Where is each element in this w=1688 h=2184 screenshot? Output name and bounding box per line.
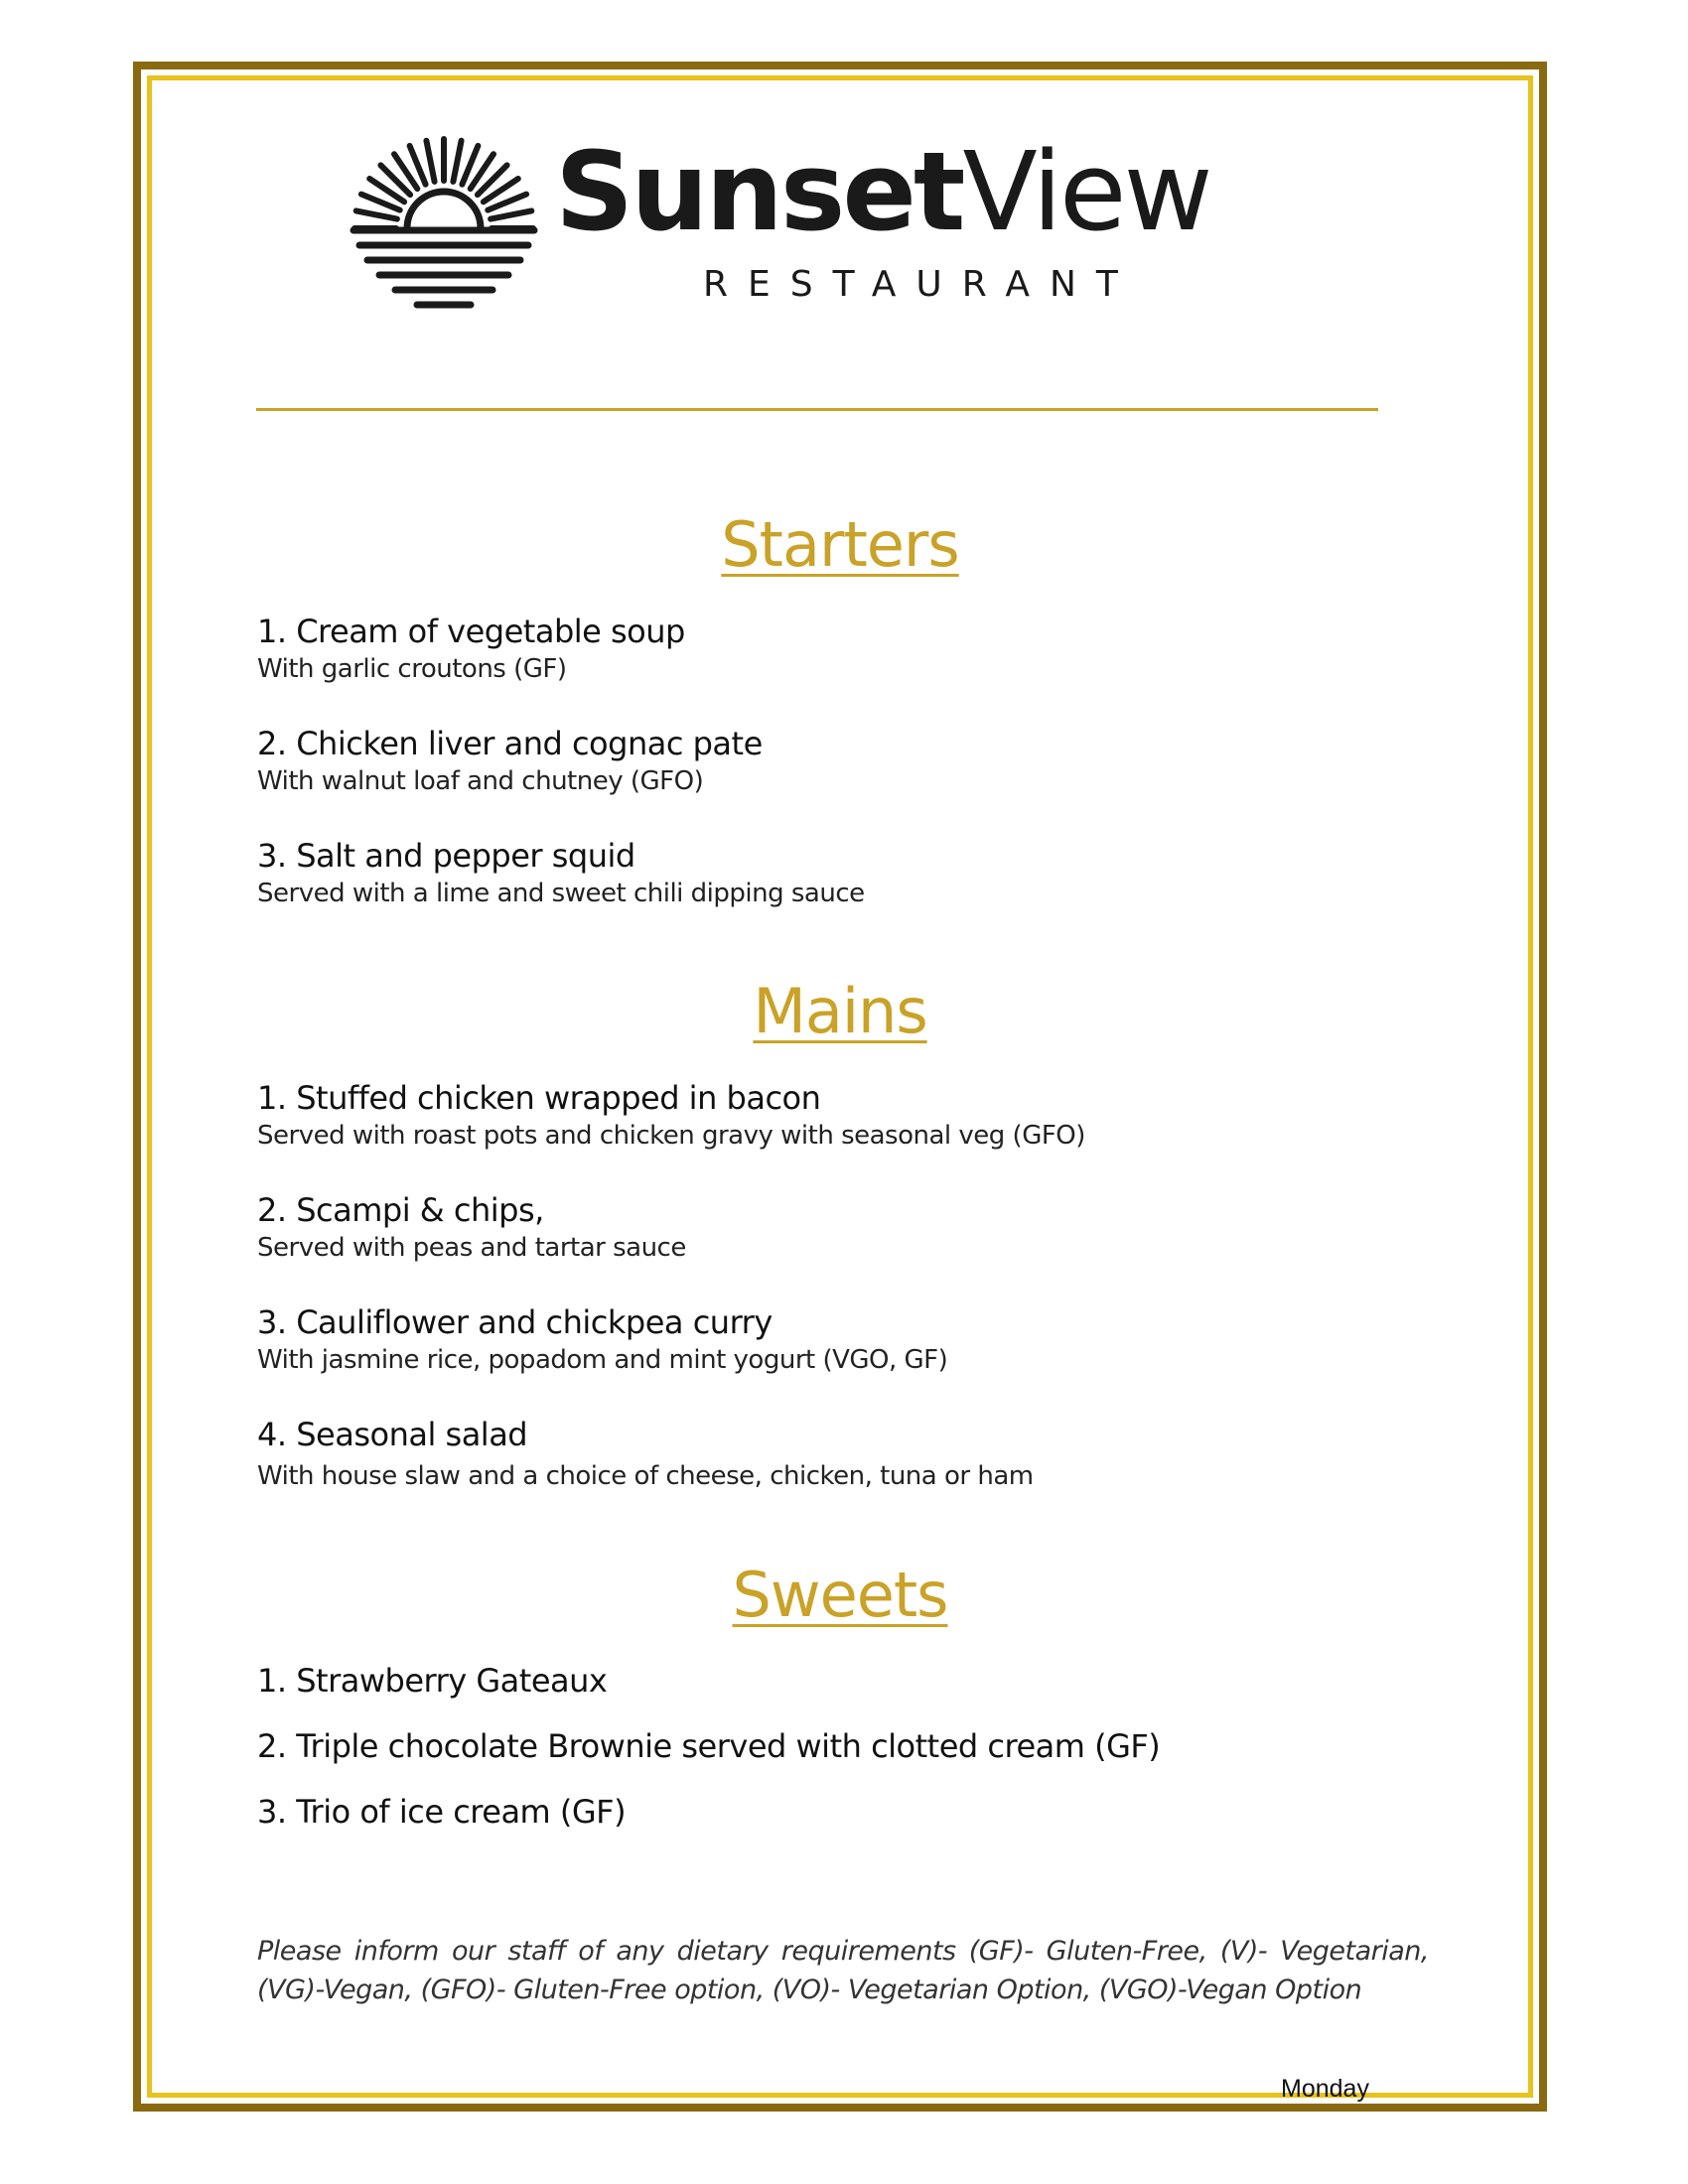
sun-ray xyxy=(426,141,434,182)
starter-item-desc: With garlic croutons (GF) xyxy=(257,654,567,684)
main-item-desc: With house slaw and a choice of cheese, chicken, tuna or ham xyxy=(257,1461,1034,1491)
main-item-title: 2. Scampi & chips, xyxy=(257,1191,544,1229)
section-title-mains xyxy=(133,975,1547,1047)
brand-subtitle: RESTAURANT xyxy=(703,264,1138,305)
main-item-desc: With jasmine rice, popadom and mint yogurt (VGO, GF) xyxy=(257,1345,948,1375)
day-label: Monday xyxy=(1281,2075,1369,2103)
brand-name xyxy=(555,128,1210,255)
brand-name-light: View xyxy=(962,128,1210,255)
section-title-sweets-text: Sweets xyxy=(732,1559,948,1631)
header-divider xyxy=(256,408,1378,411)
main-item-title: 3. Cauliflower and chickpea curry xyxy=(257,1303,773,1341)
dietary-footnote: Please inform our staff of any dietary requirements (GF)- Gluten-Free, (V)- Vegetarian, (VG)-Vegan, (GFO)- Gluten-Free option, (VO)- Vegetarian Option, (VGO)-Vegan Option xyxy=(257,1936,1429,2005)
main-item-desc: Served with roast pots and chicken gravy with seasonal veg (GFO) xyxy=(257,1121,1085,1151)
restaurant-logo xyxy=(350,128,1303,322)
starter-item-desc: With walnut loaf and chutney (GFO) xyxy=(257,766,704,796)
sweet-item: 3. Trio of ice cream (GF) xyxy=(257,1793,627,1831)
main-item-title: 4. Seasonal salad xyxy=(257,1416,528,1453)
sun-ray xyxy=(356,210,397,218)
starter-item-desc: Served with a lime and sweet chili dipping sauce xyxy=(257,879,865,908)
section-title-mains-text: Mains xyxy=(753,975,927,1047)
brand-name-bold: Sunset xyxy=(555,128,963,255)
starter-item-title: 1. Cream of vegetable soup xyxy=(257,613,685,650)
sun-ray xyxy=(453,141,461,182)
section-title-starters xyxy=(133,508,1547,581)
sweet-item: 2. Triple chocolate Brownie served with clotted cream (GF) xyxy=(257,1727,1161,1765)
sun-ray xyxy=(491,210,531,218)
sunset-logo-icon xyxy=(350,133,538,312)
section-title-starters-text: Starters xyxy=(721,508,959,581)
sweet-item: 1. Strawberry Gateaux xyxy=(257,1662,608,1700)
main-item-title: 1. Stuffed chicken wrapped in bacon xyxy=(257,1079,821,1117)
starter-item-title: 2. Chicken liver and cognac pate xyxy=(257,725,763,762)
section-title-sweets xyxy=(133,1559,1547,1631)
main-item-desc: Served with peas and tartar sauce xyxy=(257,1233,686,1263)
starter-item-title: 3. Salt and pepper squid xyxy=(257,837,635,875)
